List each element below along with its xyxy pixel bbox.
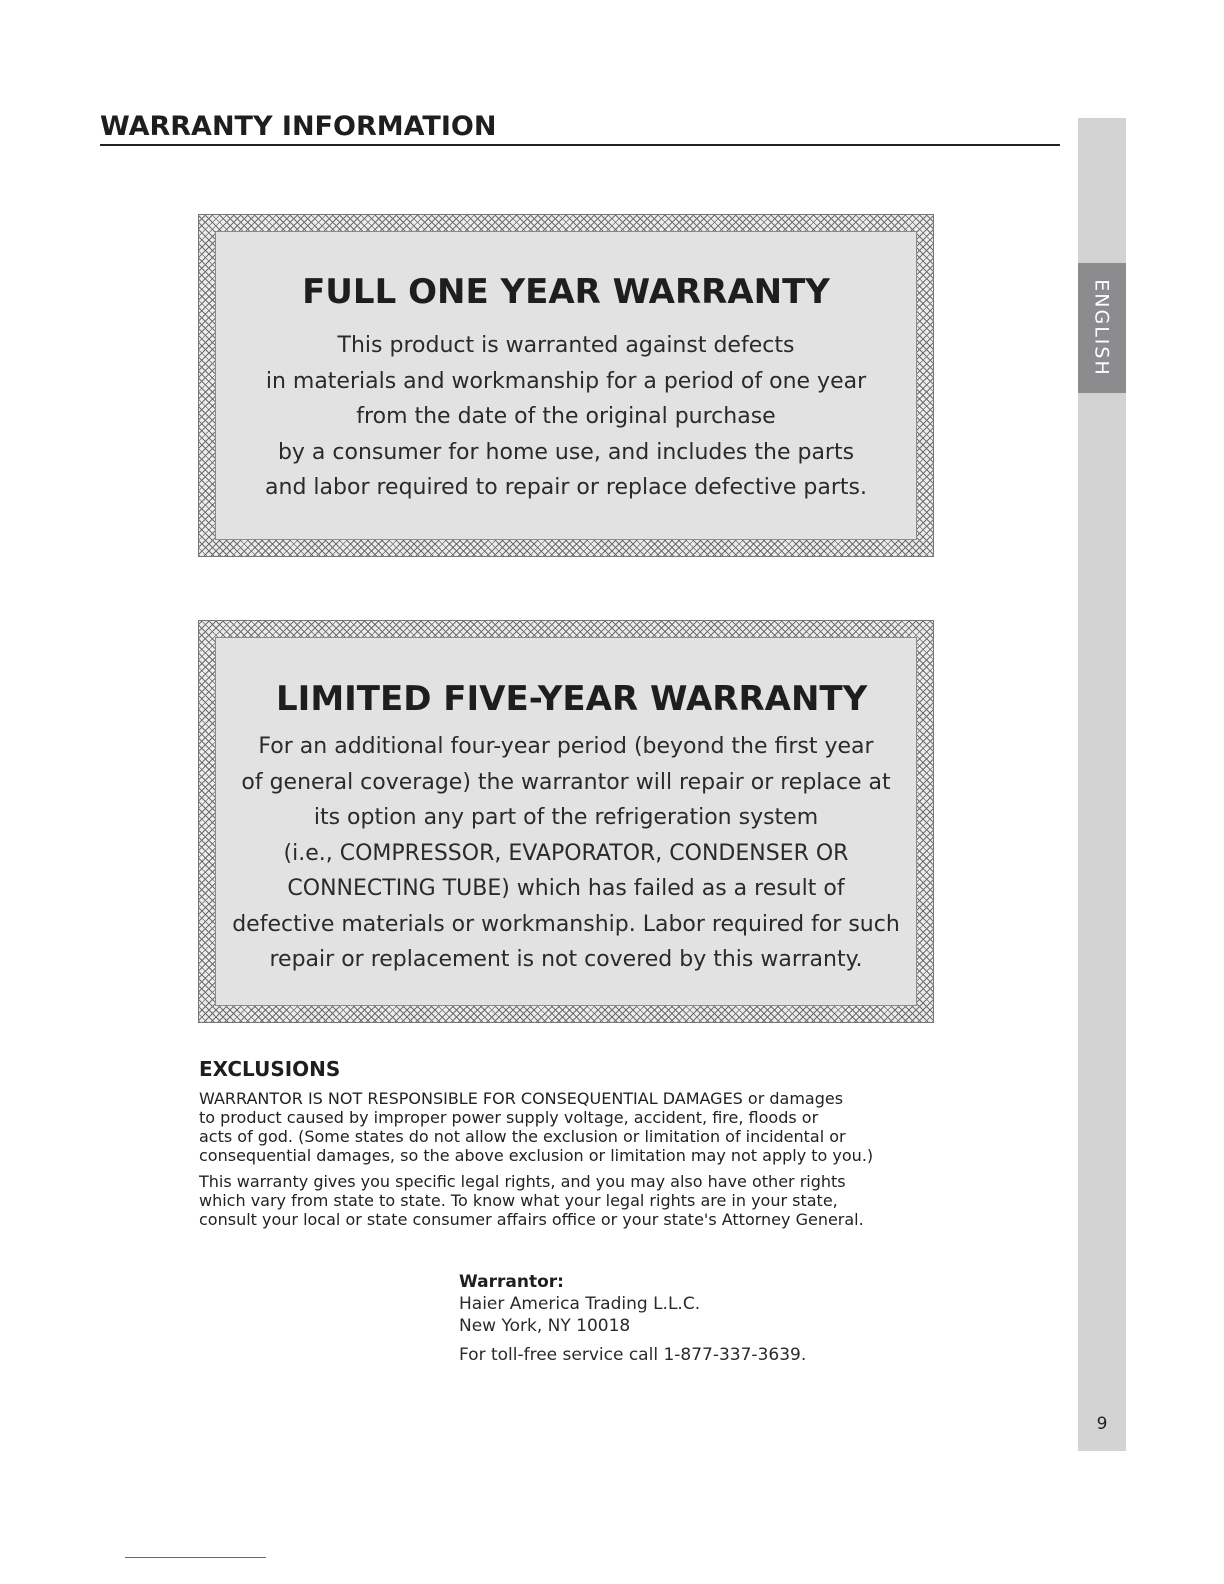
- exclusions-line: consequential damages, so the above exclusion or limitation may not apply to you.): [199, 1146, 874, 1165]
- legal-rights-line: consult your local or state consumer affairs office or your state's Attorney General.: [199, 1210, 864, 1229]
- exclusions-line: to product caused by improper power supply voltage, accident, fire, floods or: [199, 1108, 819, 1127]
- warrantor-company: Haier America Trading L.L.C.: [459, 1294, 701, 1314]
- warranty-text-line: CONNECTING TUBE) which has failed as a result of: [287, 876, 845, 901]
- warranty-box-body: [216, 729, 916, 978]
- warranty-text-line: For an additional four-year period (beyond the first year: [258, 734, 874, 759]
- page-header: [100, 110, 1060, 146]
- warranty-box-title: LIMITED FIVE-YEAR WARRANTY: [276, 679, 868, 719]
- exclusions-heading: EXCLUSIONS: [199, 1057, 341, 1081]
- warranty-text-line: and labor required to repair or replace defective parts.: [265, 475, 867, 500]
- warranty-text-line: repair or replacement is not covered by this warranty.: [269, 947, 863, 972]
- limited-five-year-warranty-box: [198, 620, 934, 1023]
- warrantor-block: [459, 1271, 879, 1366]
- legal-rights-line: which vary from state to state. To know what your legal rights are in your state,: [199, 1191, 838, 1210]
- warranty-box-title: FULL ONE YEAR WARRANTY: [302, 272, 830, 312]
- warranty-text-line: (i.e., COMPRESSOR, EVAPORATOR, CONDENSER OR: [283, 840, 849, 866]
- full-one-year-warranty-box: [198, 214, 934, 557]
- exclusions-line: WARRANTOR IS NOT RESPONSIBLE FOR CONSEQUENTIAL DAMAGES or damages: [199, 1089, 844, 1108]
- warranty-text-line: from the date of the original purchase: [356, 404, 776, 429]
- toll-free-service: For toll-free service call 1-877-337-3639.: [459, 1345, 807, 1365]
- warranty-box-body: [216, 328, 916, 506]
- language-tab-label: ENGLISH: [1091, 279, 1114, 377]
- footer-rule: [125, 1557, 266, 1558]
- warranty-box-inner: [215, 231, 917, 540]
- warranty-text-line: in materials and workmanship for a period of one year: [265, 368, 867, 394]
- language-tab: [1078, 263, 1126, 393]
- warranty-text-line: by a consumer for home use, and includes the parts: [277, 439, 855, 465]
- warrantor-address: New York, NY 10018: [459, 1316, 631, 1336]
- warranty-text-line: This product is warranted against defects: [337, 333, 795, 358]
- exclusions-section: [199, 1054, 959, 1234]
- warranty-text-line: its option any part of the refrigeration system: [313, 805, 819, 830]
- warranty-text-line: of general coverage) the warrantor will repair or replace at: [241, 769, 891, 795]
- warrantor-label: Warrantor:: [459, 1272, 564, 1292]
- exclusions-line: acts of god. (Some states do not allow the exclusion or limitation of incidental or: [199, 1127, 846, 1146]
- page-number: 9: [1096, 1414, 1108, 1434]
- legal-rights-line: This warranty gives you specific legal rights, and you may also have other rights: [199, 1172, 846, 1191]
- warranty-text-line: defective materials or workmanship. Labor required for such: [232, 911, 900, 937]
- page-title: WARRANTY INFORMATION: [100, 111, 497, 142]
- warranty-box-inner: [215, 637, 917, 1006]
